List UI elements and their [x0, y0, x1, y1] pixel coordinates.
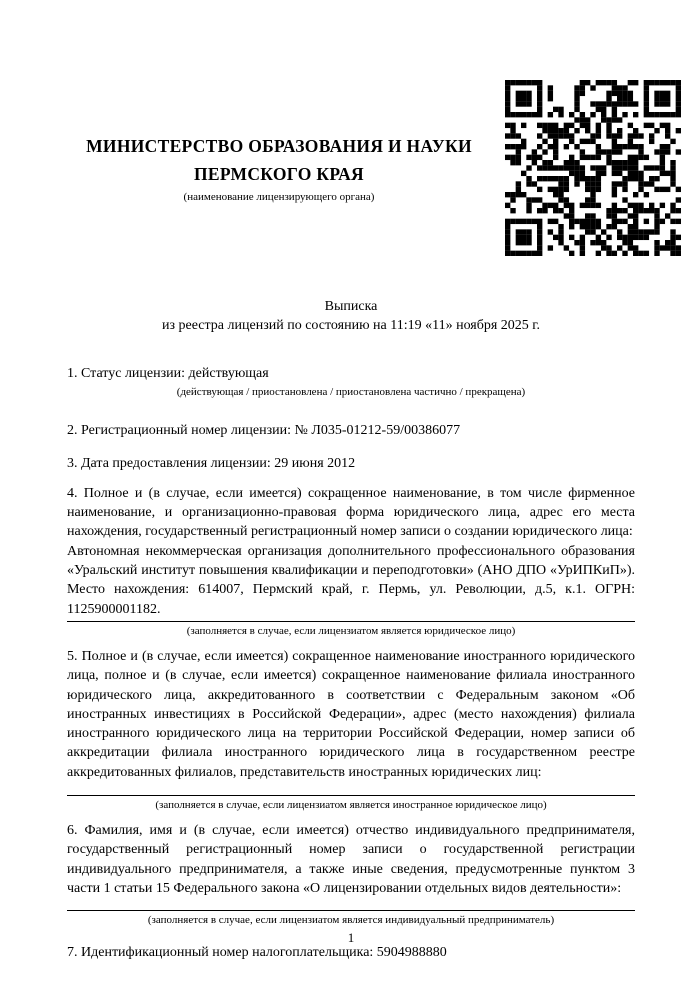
document-title	[67, 297, 635, 335]
licensing-authority-name-line2: ПЕРМСКОГО КРАЯ	[194, 164, 364, 184]
item-2-registration-number: 2. Регистрационный номер лицензии: № Л035-01212-59/00386077	[67, 423, 461, 439]
item-3-license-grant-date: 3. Дата предоставления лицензии: 29 июня 2012	[67, 455, 356, 471]
item-6-individual-entrepreneur-block	[67, 821, 635, 898]
item-1-license-status: 1. Статус лицензии: действующая	[67, 366, 269, 381]
item-6-question: 6. Фамилия, имя и (в случае, если имеется) отчество индивидуального предпринимателя, государственный регистрационный номер записи о государственной регистрации индивидуального предпринимателя, а также иные сведения, предусмотренные пунктом 3 части 1 статьи 15 Федерального закона «О лицензировании отдельных видов деятельности»:	[67, 823, 635, 896]
document-body	[67, 364, 635, 963]
item-5-question: 5. Полное и (в случае, если имеется) сокращенное наименование иностранного юридического лица, полное и (в случае, если имеется) сокращенное наименование филиала иностранного юридического лица, аккредитованного в соответствии с Федеральным законом «Об иностранных инвестициях в Российской Федерации», адрес (место нахождения) филиала иностранного юридического лица на территории Российской Федерации, номер записи об аккредитации филиала иностранного юридического лица в государственном реестре аккредитованных филиалов, представительств иностранных юридических лиц:	[67, 648, 635, 780]
qr-code-image	[505, 80, 681, 256]
licensing-authority-name-line1: МИНИСТЕРСТВО ОБРАЗОВАНИЯ И НАУКИ	[86, 136, 472, 156]
item-4-legal-entity-block	[67, 484, 635, 619]
item-1-status-options-note: (действующая / приостановлена / приостановлена частично / прекращена)	[176, 386, 526, 399]
licensing-authority-header	[67, 132, 491, 204]
item-6-fill-caption: (заполняется в случае, если лицензиатом является индивидуальный предприниматель)	[147, 914, 555, 927]
item-4-answer: Автономная некоммерческая организация дополнительного профессионального образования «Уральский институт повышения квалификации и переподготовки» (АНО ДПО «УрИПКиП»). Место нахождения: 614007, Пермский край, г. Пермь, ул. Революции, д.5, к.1. ОГРН: 1125900001182.	[67, 543, 635, 617]
item-4-question: 4. Полное и (в случае, если имеется) сокращенное наименование, в том числе фирменное наименование, и организационно-правовая форма юридического лица, адрес его места нахождения, государственный регистрационный номер записи о создании юридического лица:	[67, 485, 635, 540]
item-4-fill-caption: (заполняется в случае, если лицензиатом является юридическое лицо)	[186, 624, 516, 637]
item-5-fill-line	[67, 795, 635, 796]
item-5-fill-caption: (заполняется в случае, если лицензиатом является иностранное юридическое лицо)	[155, 799, 547, 812]
document-title-line1: Выписка	[324, 299, 378, 314]
item-4-fill-line	[67, 621, 635, 622]
page-number: 1	[347, 930, 355, 945]
item-5-foreign-entity-block	[67, 647, 635, 782]
licensing-authority-caption: (наименование лицензирующего органа)	[183, 191, 375, 203]
item-6-fill-line	[67, 910, 635, 911]
item-7-taxpayer-id: 7. Идентификационный номер налогоплательщика: 5904988880	[67, 945, 447, 961]
document-title-line2: из реестра лицензий по состоянию на 11:19 «11» ноября 2025 г.	[162, 318, 540, 333]
